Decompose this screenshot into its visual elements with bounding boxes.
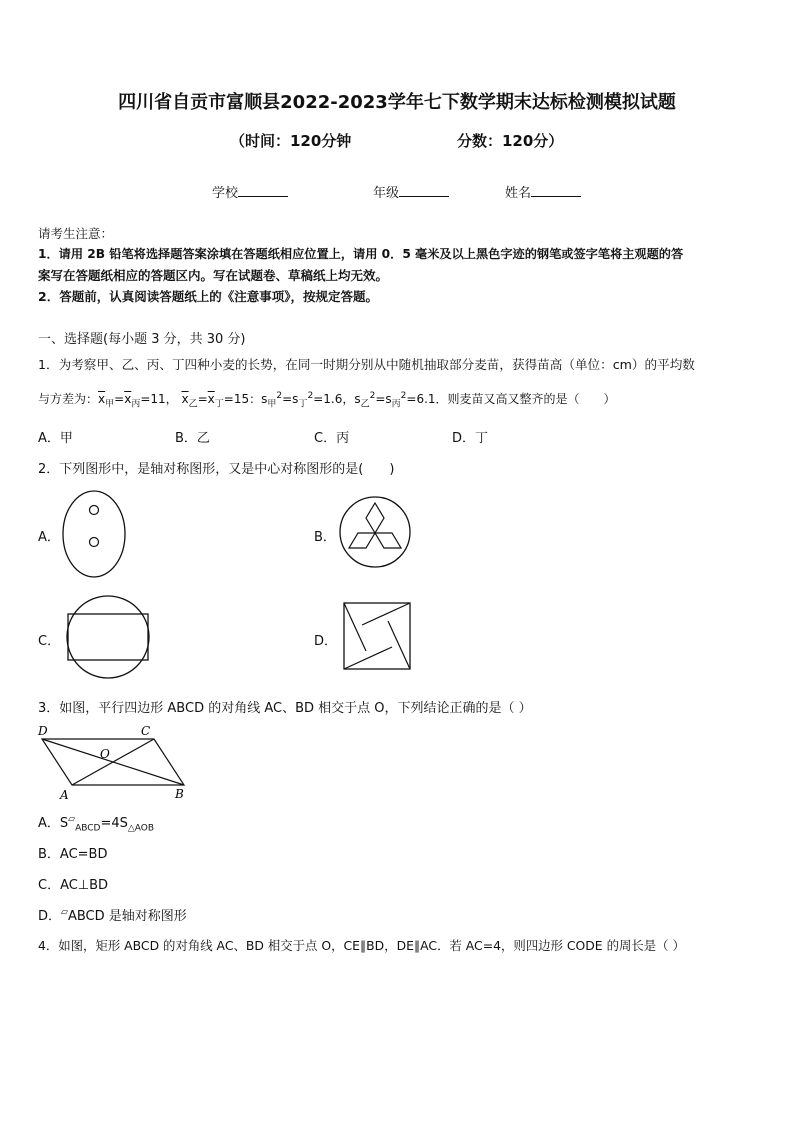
q1-stem: 1．为考察甲、乙、丙、丁四种小麦的长势，在同一时期分别从中随机抽取部分麦苗，获得苗高（单位：cm）的平均数: [38, 357, 695, 372]
name-field[interactable]: [505, 182, 581, 201]
school-label: 学校: [212, 186, 239, 201]
q1-option-a[interactable]: A．甲: [38, 431, 73, 446]
q2-option-c[interactable]: C．: [38, 634, 61, 649]
q2-figure-a: [60, 488, 130, 580]
exam-score: 分数：120分）: [457, 132, 564, 150]
q3-option-d[interactable]: D．▱ABCD 是轴对称图形: [38, 907, 187, 924]
name-label: 姓名: [505, 186, 532, 201]
school-field[interactable]: [212, 182, 288, 201]
q3-stem: 3．如图，平行四边形 ABCD 的对角线 AC、BD 相交于点 O，下列结论正确的是（ ）: [38, 701, 532, 716]
q2-stem: 2．下列图形中，是轴对称图形，又是中心对称图形的是( ): [38, 462, 395, 477]
q3-option-c[interactable]: C．AC⊥BD: [38, 878, 109, 893]
q1-formula: 与方差为：$\overline{x}_甲=\overline{x}_丙=11$， $\overline{x}_乙=\overline{x}_丁=15$：$s_甲^2=s_丁^2=1.6$，$s_乙^2=s_丙^2=6.1$．则麦苗又高又整齐的是（ ）: [38, 391, 616, 410]
q2-option-d[interactable]: D．: [314, 634, 338, 649]
label-a: A: [60, 788, 69, 802]
q4-stem: 4．如图，矩形 ABCD 的对角线 AC、BD 相交于点 O，CE∥BD，DE∥AC．若 AC=4，则四边形 CODE 的周长是（ ）: [38, 938, 685, 953]
q3-parallelogram-figure: [38, 722, 198, 802]
grade-label: 年级: [373, 186, 400, 201]
label-d: D: [38, 724, 48, 738]
label-c: C: [141, 724, 151, 738]
q3-option-a[interactable]: A．$S^▱_{ABCD}=4S_{\triangle AOB}$: [38, 814, 155, 834]
q3-option-b[interactable]: B．AC=BD: [38, 847, 108, 862]
label-b: B: [175, 787, 184, 801]
page-title: 四川省自贡市富顺县2022-2023学年七下数学期末达标检测模拟试题: [118, 92, 676, 113]
notice-heading: 请考生注意：: [38, 226, 114, 241]
exam-time: （时间：120分钟: [230, 132, 352, 150]
grade-field[interactable]: [373, 182, 449, 201]
q2-option-a[interactable]: A．: [38, 530, 60, 545]
q2-figure-d: [342, 601, 414, 673]
section-heading: 一、选择题(每小题 3 分，共 30 分): [38, 332, 246, 347]
q2-figure-b: [337, 494, 413, 570]
q1-option-b[interactable]: B．乙: [175, 431, 210, 446]
q2-figure-c: [64, 594, 154, 684]
notice-line-1a: 1．请用 2B 铅笔将选择题答案涂填在答题纸相应位置上，请用 0．5 毫米及以上黑色字迹的钢笔或签字笔将主观题的答: [38, 247, 684, 261]
q1-option-d[interactable]: D．丁: [452, 431, 489, 446]
label-o: O: [100, 747, 110, 761]
q2-option-b[interactable]: B．: [314, 530, 336, 545]
q1-option-c[interactable]: C．丙: [314, 431, 350, 446]
notice-line-2: 2．答题前，认真阅读答题纸上的《注意事项》，按规定答题。: [38, 289, 378, 304]
notice-line-1b: 案写在答题纸相应的答题区内。写在试题卷、草稿纸上均无效。: [38, 268, 389, 283]
